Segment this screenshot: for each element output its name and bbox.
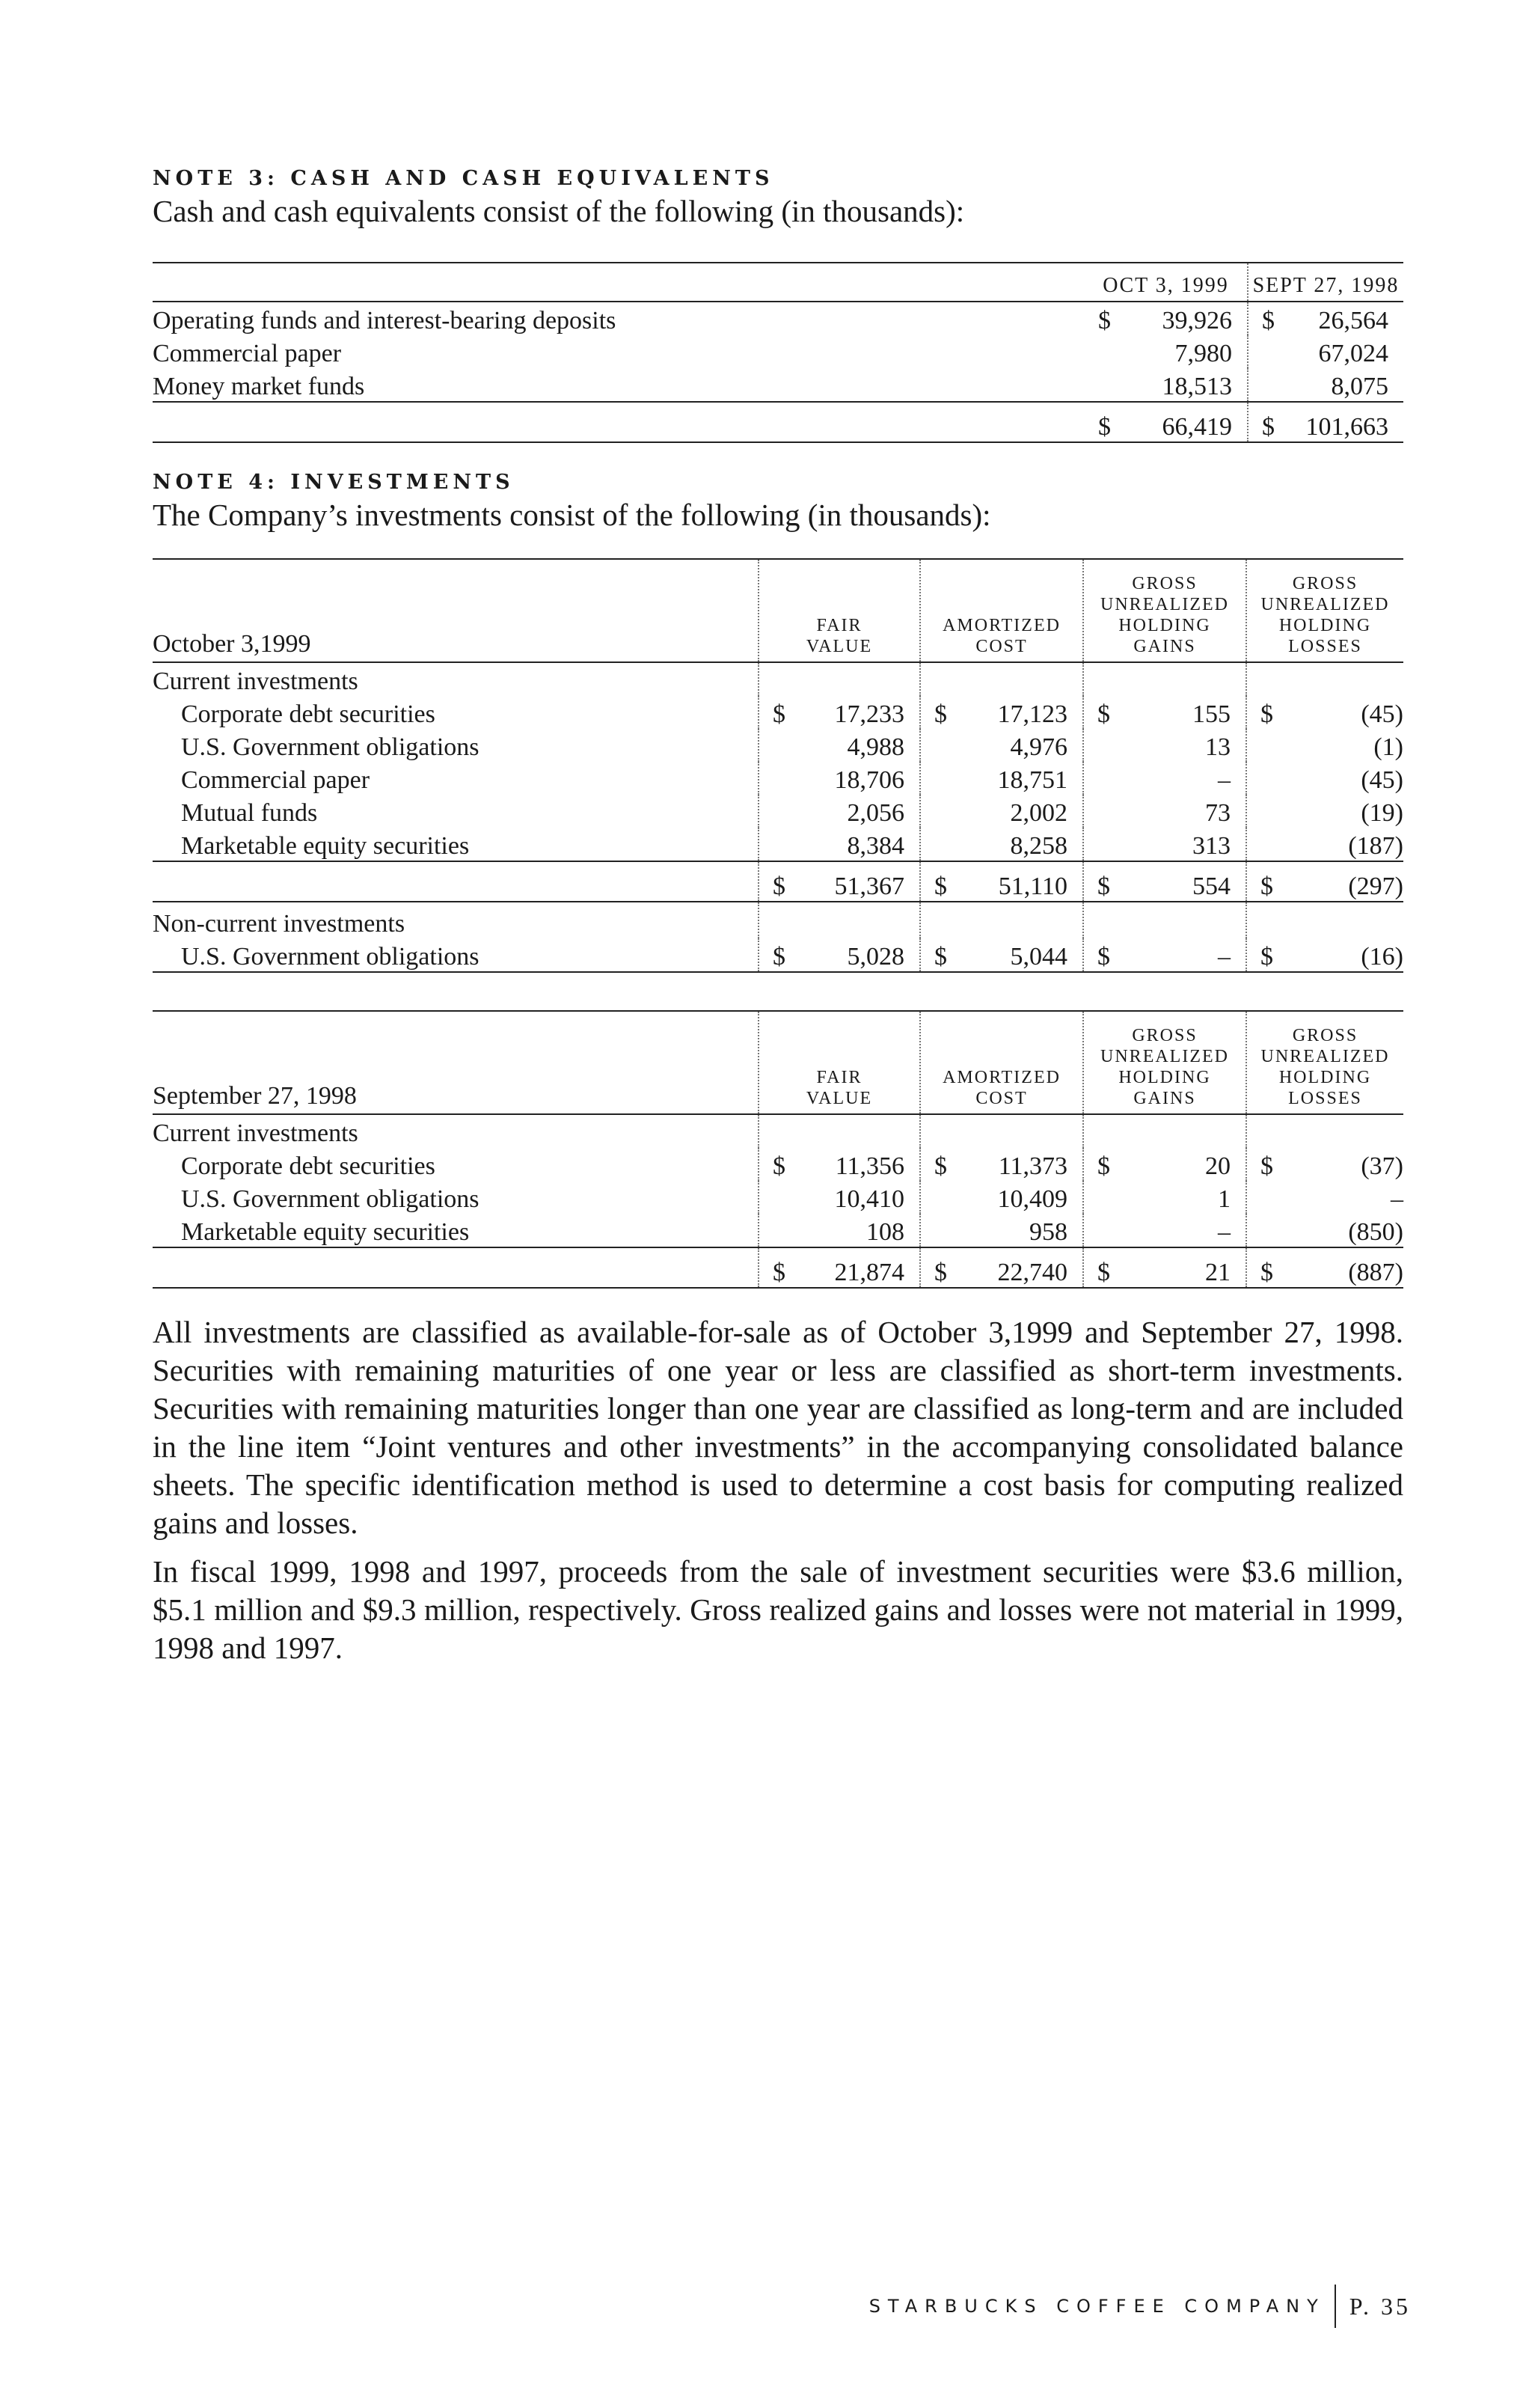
- cell-value: 18,513: [1085, 368, 1248, 402]
- total-value: 22,740: [997, 1259, 1067, 1286]
- table-row: [153, 302, 1403, 335]
- cell-value: 20: [1205, 1152, 1231, 1180]
- currency-symbol: $: [1260, 943, 1273, 971]
- cell-value: 2,056: [759, 795, 920, 828]
- total-value: 554: [1192, 873, 1231, 900]
- currency-symbol: $: [773, 1152, 785, 1180]
- total-value: 21,874: [834, 1259, 904, 1286]
- cell-value: 17,123: [997, 700, 1067, 728]
- group-label: Current investments: [153, 1119, 358, 1147]
- cell-value: (45): [1361, 700, 1403, 728]
- cell-value: 26,564: [1318, 307, 1388, 334]
- currency-symbol: $: [1262, 307, 1275, 334]
- row-label: U.S. Government obligations: [153, 938, 759, 972]
- header-amortized-cost: AMORTIZED COST: [920, 559, 1083, 662]
- cell-value: 5,044: [1010, 943, 1067, 971]
- investments-1999-wrapper: [153, 558, 1403, 973]
- header-losses: GROSS UNREALIZED HOLDING LOSSES: [1246, 559, 1403, 662]
- row-label: Money market funds: [153, 368, 1085, 402]
- table-row: [153, 1181, 1403, 1214]
- currency-symbol: $: [1260, 700, 1273, 728]
- cell-value: 1: [1083, 1181, 1246, 1214]
- header-fair-value: FAIR VALUE: [759, 1011, 920, 1114]
- table-row: [153, 795, 1403, 828]
- cell-value: (187): [1246, 828, 1403, 861]
- currency-symbol: $: [1260, 873, 1273, 900]
- total-value: 101,663: [1305, 413, 1388, 441]
- cell-value: (19): [1246, 795, 1403, 828]
- currency-symbol: $: [934, 700, 947, 728]
- currency-symbol: $: [1097, 700, 1110, 728]
- cell-value: 67,024: [1248, 335, 1403, 368]
- row-label: Mutual funds: [181, 799, 318, 827]
- table-row: [153, 368, 1403, 402]
- cell-value: (850): [1246, 1214, 1403, 1247]
- note-3-heading: NOTE 3: CASH AND CASH EQUIVALENTS: [153, 167, 774, 190]
- cell-value: (45): [1246, 762, 1403, 795]
- cash-equivalents-table: [153, 262, 1403, 443]
- cell-value: (37): [1361, 1152, 1403, 1180]
- investments-1998-wrapper: [153, 1010, 1403, 1289]
- table-title: October 3,1999: [153, 559, 759, 662]
- cell-value: 8,384: [759, 828, 920, 861]
- cell-value: 108: [759, 1214, 920, 1247]
- cell-value: 10,410: [759, 1181, 920, 1214]
- group-label: Non-current investments: [153, 910, 405, 938]
- total-value: 51,110: [998, 873, 1067, 900]
- investments-1999-table: [153, 558, 1403, 973]
- cell-value: –: [1083, 762, 1246, 795]
- table-row: [153, 1148, 1403, 1181]
- group-label: Current investments: [153, 667, 358, 695]
- note-4-intro: The Company’s investments consist of the following (in thousands):: [153, 498, 991, 532]
- group-label-row: [153, 902, 1403, 938]
- row-label: Operating funds and interest-bearing deposits: [153, 307, 616, 334]
- note-4-heading: NOTE 4: INVESTMENTS: [153, 471, 515, 494]
- row-label: Corporate debt securities: [181, 1152, 435, 1180]
- table-row: [153, 1214, 1403, 1247]
- cell-value: 13: [1083, 729, 1246, 762]
- row-label: Marketable equity securities: [153, 828, 759, 861]
- cell-value: 155: [1192, 700, 1231, 728]
- header-fair-value: FAIR VALUE: [759, 559, 920, 662]
- page-footer: [869, 2284, 1411, 2329]
- cell-value: 17,233: [834, 700, 904, 728]
- row-label: Marketable equity securities: [153, 1214, 759, 1247]
- currency-symbol: $: [1098, 413, 1111, 441]
- currency-symbol: $: [934, 943, 947, 971]
- row-label: Commercial paper: [181, 766, 370, 794]
- cell-value: 11,356: [835, 1152, 904, 1180]
- cell-value: 8,075: [1248, 368, 1403, 402]
- header-amortized-cost: AMORTIZED COST: [920, 1011, 1083, 1114]
- table-title: September 27, 1998: [153, 1011, 759, 1114]
- cell-value: 313: [1083, 828, 1246, 861]
- cell-value: 4,976: [920, 729, 1083, 762]
- currency-symbol: $: [773, 943, 785, 971]
- currency-symbol: $: [1097, 1259, 1110, 1286]
- paragraph-proceeds: In fiscal 1999, 1998 and 1997, proceeds from the sale of investment securities were $3.6 million, $5.1 million and $9.3 million, respectively. Gross realized gains and losses were not material in 1999, 1998 and 1997.: [153, 1554, 1403, 1665]
- cell-value: 11,373: [998, 1152, 1067, 1180]
- row-label: Commercial paper: [153, 340, 342, 367]
- cell-value: 18,706: [759, 762, 920, 795]
- paragraph-classification: All investments are classified as available-for-sale as of October 3,1999 and September 27, 1998. Securities with remaining maturities of one year or less are classified as short-term investments. Securities with remaining maturities longer than one year are classified as long-term and are included in the line item “Joint ventures and other investments” in the accompanying consolidated balance sheets. The specific identification method is used to determine a cost basis for computing realized gains and losses.: [153, 1315, 1403, 1540]
- total-value: 21: [1205, 1259, 1231, 1286]
- total-row: [153, 861, 1403, 902]
- currency-symbol: $: [773, 873, 785, 900]
- table-row: [153, 828, 1403, 861]
- cell-value: 2,002: [920, 795, 1083, 828]
- row-label: U.S. Government obligations: [181, 733, 479, 761]
- total-value: 51,367: [834, 873, 904, 900]
- total-value: (887): [1348, 1259, 1403, 1286]
- header-gains: GROSS UNREALIZED HOLDING GAINS: [1083, 1011, 1246, 1114]
- cell-value: 958: [920, 1214, 1083, 1247]
- row-label: U.S. Government obligations: [181, 1185, 479, 1213]
- header-gains: GROSS UNREALIZED HOLDING GAINS: [1083, 559, 1246, 662]
- table-row: [153, 696, 1403, 729]
- footer-company: STARBUCKS COFFEE COMPANY: [868, 2296, 1326, 2317]
- group-label-row: [153, 662, 1403, 696]
- total-value: 66,419: [1162, 413, 1232, 441]
- currency-symbol: $: [1260, 1259, 1273, 1286]
- currency-symbol: $: [1098, 307, 1111, 334]
- table-row: [153, 762, 1403, 795]
- table-row: [153, 938, 1403, 972]
- cell-value: 5,028: [847, 943, 904, 971]
- total-value: (297): [1348, 873, 1403, 900]
- note-4-section: [153, 470, 1403, 534]
- cell-value: 18,751: [920, 762, 1083, 795]
- currency-symbol: $: [934, 873, 947, 900]
- cell-value: 4,988: [759, 729, 920, 762]
- note-3-section: [153, 166, 1403, 230]
- currency-symbol: $: [773, 700, 785, 728]
- cell-value: –: [1246, 1181, 1403, 1214]
- cell-value: 7,980: [1174, 340, 1232, 367]
- currency-symbol: $: [934, 1259, 947, 1286]
- cell-value: 39,926: [1162, 307, 1232, 334]
- row-label: Corporate debt securities: [181, 700, 435, 728]
- currency-symbol: $: [934, 1152, 947, 1180]
- header-losses: GROSS UNREALIZED HOLDING LOSSES: [1246, 1011, 1403, 1114]
- currency-symbol: $: [773, 1259, 785, 1286]
- body-text: [153, 1313, 1403, 1667]
- col-oct-1999: OCT 3, 1999: [1085, 263, 1248, 302]
- cell-value: –: [1218, 943, 1231, 971]
- table-row: [153, 335, 1403, 368]
- cell-value: (1): [1246, 729, 1403, 762]
- currency-symbol: $: [1097, 873, 1110, 900]
- currency-symbol: $: [1097, 943, 1110, 971]
- cash-table-wrapper: [153, 262, 1403, 443]
- footer-divider: [1335, 2285, 1336, 2328]
- currency-symbol: $: [1262, 413, 1275, 441]
- cell-value: 73: [1083, 795, 1246, 828]
- cell-value: 8,258: [920, 828, 1083, 861]
- total-row: [153, 402, 1403, 442]
- investments-1998-table: [153, 1010, 1403, 1289]
- cell-value: (16): [1361, 943, 1403, 971]
- cell-value: –: [1083, 1214, 1246, 1247]
- note-3-intro: Cash and cash equivalents consist of the following (in thousands):: [153, 194, 965, 228]
- page-number: P. 35: [1349, 2292, 1411, 2320]
- col-sept-1998: SEPT 27, 1998: [1248, 263, 1403, 302]
- group-label-row: [153, 1114, 1403, 1148]
- table-row: [153, 729, 1403, 762]
- currency-symbol: $: [1260, 1152, 1273, 1180]
- currency-symbol: $: [1097, 1152, 1110, 1180]
- total-row: [153, 1247, 1403, 1288]
- cell-value: 10,409: [920, 1181, 1083, 1214]
